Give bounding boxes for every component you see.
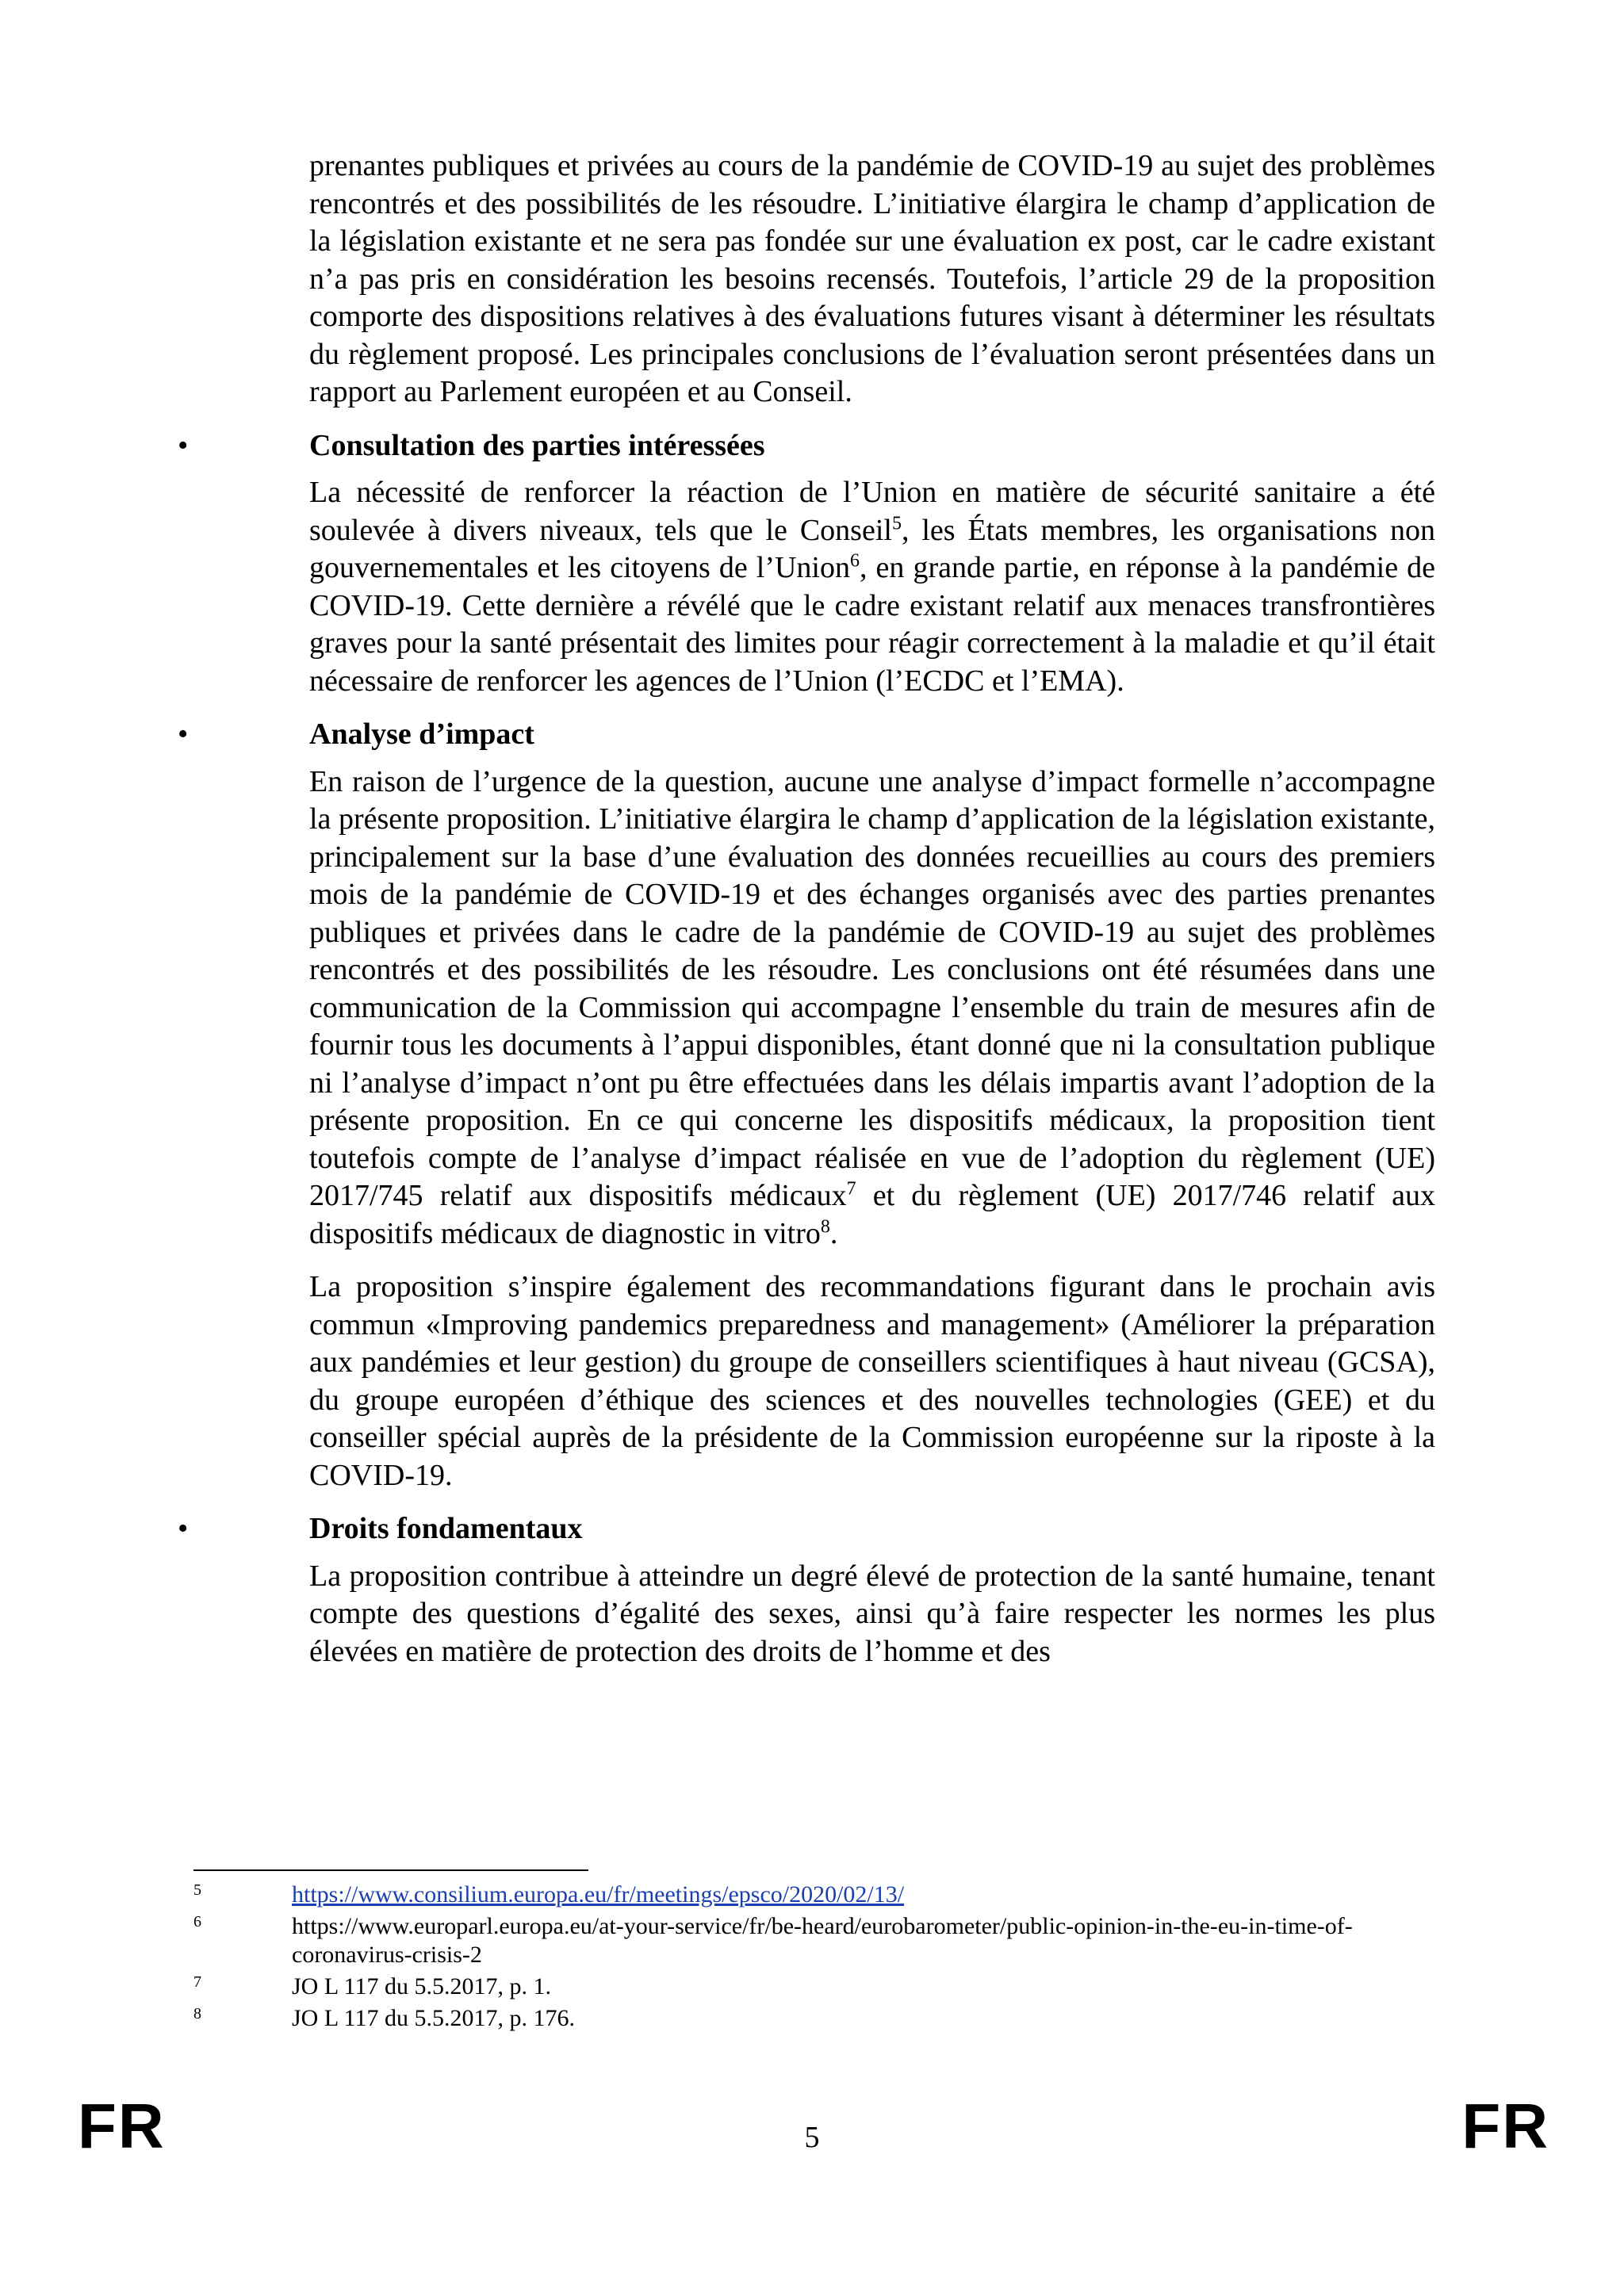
bullet-marker: • (178, 718, 189, 751)
text-run: , les États membres, les organisations non gouvernementales et les citoyens de l’Union (309, 513, 1435, 584)
bullet-marker: • (178, 428, 189, 462)
section-rights (178, 1510, 1435, 1670)
section-heading-impact: Analyse d’impact (309, 718, 534, 751)
footnote-ref-8[interactable]: 8 (820, 1215, 830, 1237)
footnote-6 (193, 1912, 1446, 1969)
intro-paragraph: prenantes publiques et privées au cours de la pandémie de COVID-19 au sujet des problèmes rencontrés et des possibilités de les résoudre. L’initiative élargira le champ d’application de la législation existante et ne sera pas fondée sur une évaluation ex post, car le cadre existant n’a pas pris en considération les besoins recensés. Toutefois, l’article 29 de la proposition comporte des dispositions relatives à des évaluations futures visant à déterminer les résultats du règlement proposé. Les principales conclusions de l’évaluation seront présentées dans un rapport au Parlement européen et au Conseil. (309, 149, 1435, 408)
impact-paragraph-2: La proposition s’inspire également des recommandations figurant dans le prochain avis commun «Improving pandemics preparedness and management» (Améliorer la préparation aux pandémies et leur gestion) du groupe de conseillers scientifiques à haut niveau (GCSA), du groupe européen d’éthique des sciences et des nouvelles technologies (GEE) et du conseiller spécial auprès de la présidente de la Commission européenne sur la riposte à la COVID-19. (309, 1270, 1435, 1492)
text-run: et du règlement (UE) 2017/746 relatif aux dispositifs médicaux de diagnostic in vitro (309, 1179, 1435, 1250)
footer-language-right: FR (1461, 2091, 1549, 2161)
footnote-7 (193, 1973, 1446, 2001)
rights-paragraph: La proposition contribue à atteindre un degré élevé de protection de la santé humaine, tenant compte des questions d’égalité des sexes, ainsi qu’à faire respecter les normes les plus élevées en matière de protection des droits de l’homme et des (309, 1559, 1435, 1668)
footnote-number: 8 (193, 2005, 201, 2022)
footnotes (193, 1881, 1446, 2036)
footnote-8 (193, 2004, 1446, 2033)
consultation-paragraph (309, 474, 1435, 700)
footnote-ref-5[interactable]: 5 (891, 512, 902, 534)
footnote-5 (193, 1881, 1446, 1909)
section-consultation (178, 427, 1436, 701)
footnote-separator (193, 1869, 588, 1871)
footer-language-left: FR (78, 2091, 166, 2161)
impact-paragraph-1 (309, 763, 1435, 1253)
section-heading-rights: Droits fondamentaux (309, 1512, 583, 1545)
body-text (178, 147, 1436, 1686)
footnote-text: JO L 117 du 5.5.2017, p. 1. (292, 1973, 551, 1999)
text-run: . (829, 1216, 838, 1250)
footnote-text: JO L 117 du 5.5.2017, p. 176. (292, 2005, 575, 2031)
section-heading-consultation: Consultation des parties intéressées (309, 428, 765, 462)
footnote-ref-6[interactable]: 6 (850, 550, 860, 572)
text-run: La nécessité de renforcer la réaction de l’Union en matière de sécurité sanitaire a été soulevée à divers niveaux, tels que le Conseil (309, 476, 1435, 547)
section-impact (178, 716, 1435, 1494)
footnote-ref-7[interactable]: 7 (846, 1178, 856, 1200)
footnote-number: 5 (193, 1881, 201, 1899)
footnote-number: 7 (193, 1973, 201, 1991)
footnote-number: 6 (193, 1913, 201, 1931)
text-run: , en grande partie, en réponse à la pandémie de COVID-19. Cette dernière a révélé que le cadre existant relatif aux menaces transfrontières graves pour la santé présentait des limites pour réagir correctement à la maladie et qu’il était nécessaire de renforcer les agences de l’Union (l’ECDC et l’EMA). (309, 551, 1436, 698)
text-run: En raison de l’urgence de la question, aucune une analyse d’impact formelle n’accompagne la présente proposition. L’initiative élargira le champ d’application de la législation existante, principalement sur la base d’une évaluation des données recueillies au cours des premiers mois de la pandémie de COVID-19 et des échanges organisés avec des parties prenantes publiques et privées dans le cadre de la pandémie de COVID-19 au sujet des problèmes rencontrés et des possibilités de les résoudre. Les conclusions ont été résumées dans une communication de la Commission qui accompagne l’ensemble du train de mesures afin de fournir tous les documents à l’appui disponibles, étant donné que ni la consultation publique ni l’analyse d’impact n’ont pu être effectuées dans les délais impartis avant l’adoption de la présente proposition. En ce qui concerne les dispositifs médicaux, la proposition tient toutefois compte de l’analyse d’impact réalisée en vue de l’adoption du règlement (UE) 2017/745 relatif aux dispositifs médicaux (309, 764, 1435, 1212)
page-number: 5 (804, 2121, 820, 2154)
bullet-marker: • (178, 1512, 189, 1545)
footnote-link[interactable]: https://www.consilium.europa.eu/fr/meetings/epsco/2020/02/13/ (292, 1881, 905, 1908)
footnote-text: https://www.europarl.europa.eu/at-your-service/fr/be-heard/eurobarometer/public-opinion-in-the-eu-in-time-of-coronavirus-crisis-2 (292, 1913, 1353, 1968)
